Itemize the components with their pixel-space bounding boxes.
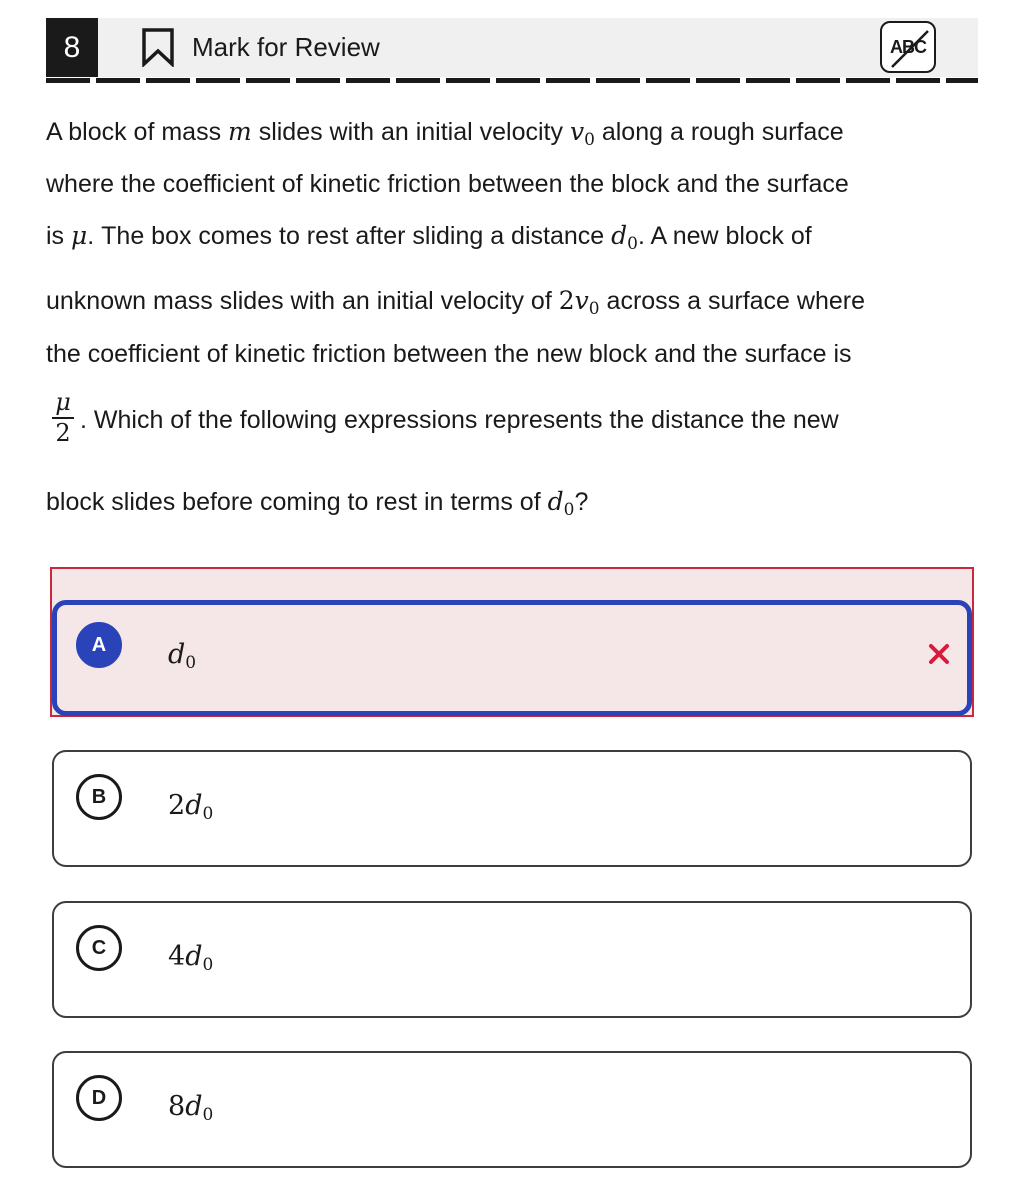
header-divider [46, 77, 978, 84]
choice-a-text: d0 [168, 639, 197, 673]
choice-d-text: 8d0 [168, 1091, 214, 1125]
strikethrough-icon [882, 23, 936, 73]
incorrect-x-icon [928, 643, 950, 665]
question-line-2: where the coefficient of kinetic friction between the block and the surface [46, 170, 849, 198]
abc-label: ABC [890, 36, 926, 57]
mu-over-two-fraction: μ 2 [52, 388, 74, 445]
choice-c-letter: C [76, 925, 122, 971]
question-number: 8 [46, 18, 98, 77]
answer-eliminator-button[interactable] [880, 21, 936, 73]
question-line-4: unknown mass slides with an initial velocity of $2v_0$ across a surface where [46, 286, 865, 319]
question-line-3: is μ. The box comes to rest after sliding a distance $d_0$. A new block of [46, 221, 812, 254]
choice-d-letter: D [76, 1075, 122, 1121]
question-header [46, 18, 978, 77]
mark-for-review-button[interactable]: Mark for Review [192, 32, 380, 62]
question-line-5: the coefficient of kinetic friction between the new block and the surface is [46, 340, 852, 368]
bookmark-icon[interactable] [140, 27, 176, 67]
choice-c-text: 4d0 [168, 941, 214, 975]
question-line-1: A block of mass m slides with an initial velocity $v_0$ along a rough surface [46, 117, 844, 150]
question-line-6: . Which of the following expressions represents the distance the new [80, 406, 839, 434]
choice-a-letter: A [76, 622, 122, 668]
choice-b-letter: B [76, 774, 122, 820]
question-line-7: block slides before coming to rest in terms of $d_0$? [46, 487, 589, 520]
choice-b-text: 2d0 [168, 790, 214, 824]
